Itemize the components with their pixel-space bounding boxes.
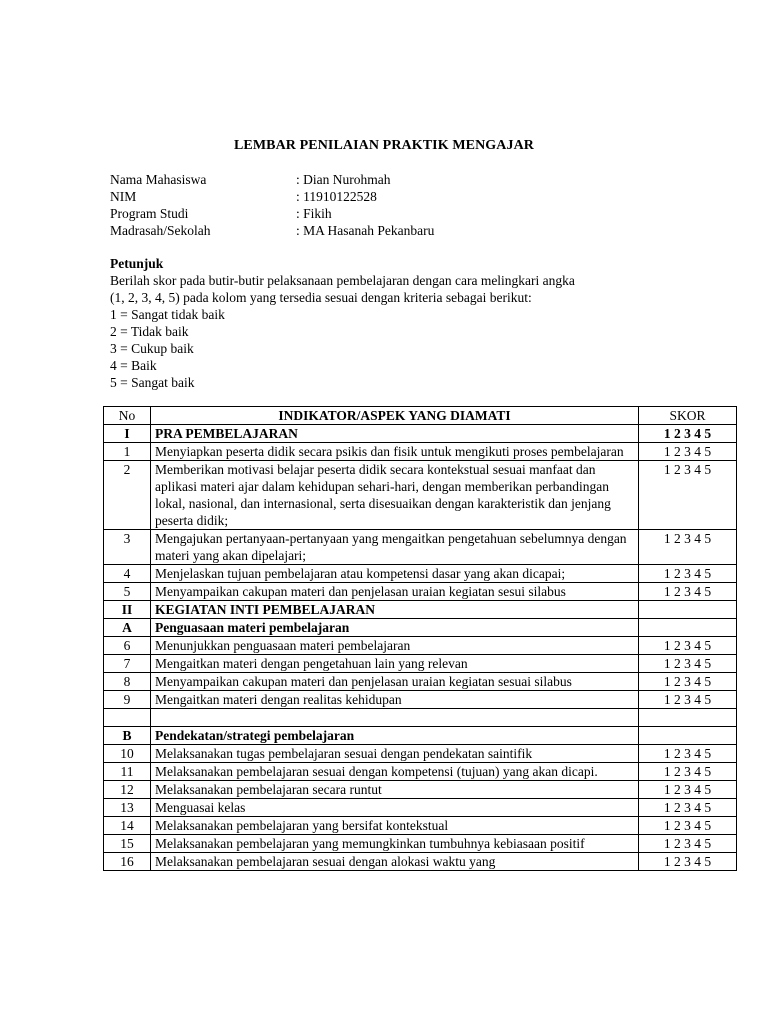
row-score: 1 2 3 4 5 <box>639 799 737 817</box>
row-number: 7 <box>104 655 151 673</box>
row-indicator: Menyampaikan cakupan materi dan penjelasan uraian kegiatan sesuai silabus <box>151 673 639 691</box>
row-indicator: Melaksanakan tugas pembelajaran sesuai dengan pendekatan saintifik <box>151 745 639 763</box>
table-row <box>104 619 737 637</box>
table-row <box>104 817 737 835</box>
instructions <box>110 255 670 391</box>
row-score <box>639 709 737 727</box>
table-row <box>104 530 737 565</box>
identity-label: NIM <box>110 189 137 204</box>
row-number: B <box>104 727 151 745</box>
table-header-row <box>104 407 737 425</box>
row-number: II <box>104 601 151 619</box>
table-row <box>104 583 737 601</box>
row-score <box>639 601 737 619</box>
row-number: 2 <box>104 461 151 530</box>
table-row <box>104 637 737 655</box>
row-number: 5 <box>104 583 151 601</box>
row-indicator: Pendekatan/strategi pembelajaran <box>151 727 639 745</box>
row-score <box>639 619 737 637</box>
row-indicator: Penguasaan materi pembelajaran <box>151 619 639 637</box>
row-score: 1 2 3 4 5 <box>639 763 737 781</box>
row-score: 1 2 3 4 5 <box>639 443 737 461</box>
row-indicator: Melaksanakan pembelajaran sesuai dengan alokasi waktu yang <box>151 853 639 871</box>
table-row <box>104 745 737 763</box>
student-identity <box>110 171 670 239</box>
row-score: 1 2 3 4 5 <box>639 565 737 583</box>
row-score: 1 2 3 4 5 <box>639 817 737 835</box>
row-score: 1 2 3 4 5 <box>639 637 737 655</box>
table-row <box>104 443 737 461</box>
identity-value: : 11910122528 <box>296 189 377 204</box>
row-number: A <box>104 619 151 637</box>
criteria-line: 5 = Sangat baik <box>110 375 195 390</box>
row-number: 9 <box>104 691 151 709</box>
row-number: 13 <box>104 799 151 817</box>
table-row <box>104 655 737 673</box>
row-indicator: Melaksanakan pembelajaran secara runtut <box>151 781 639 799</box>
instruction-line: (1, 2, 3, 4, 5) pada kolom yang tersedia sesuai dengan kriteria sebagai berikut: <box>110 290 532 305</box>
table-row <box>104 691 737 709</box>
row-number: 6 <box>104 637 151 655</box>
identity-row-nim <box>110 188 670 205</box>
table-row <box>104 673 737 691</box>
row-indicator <box>151 709 639 727</box>
table-row <box>104 425 737 443</box>
row-number: 8 <box>104 673 151 691</box>
table-row <box>104 781 737 799</box>
criteria-line: 1 = Sangat tidak baik <box>110 307 225 322</box>
table-row <box>104 853 737 871</box>
row-number: 3 <box>104 530 151 565</box>
identity-value: : Dian Nurohmah <box>296 172 391 187</box>
row-score: 1 2 3 4 5 <box>639 835 737 853</box>
identity-label: Madrasah/Sekolah <box>110 223 211 238</box>
row-number <box>104 709 151 727</box>
header-indicator: INDIKATOR/ASPEK YANG DIAMATI <box>151 407 639 425</box>
row-indicator: Menjelaskan tujuan pembelajaran atau kompetensi dasar yang akan dicapai; <box>151 565 639 583</box>
page-title: LEMBAR PENILAIAN PRAKTIK MENGAJAR <box>233 138 535 153</box>
row-number: 14 <box>104 817 151 835</box>
header-score: SKOR <box>639 407 737 425</box>
row-score: 1 2 3 4 5 <box>639 425 737 443</box>
identity-row-program <box>110 205 670 222</box>
table-row <box>104 835 737 853</box>
row-number: 1 <box>104 443 151 461</box>
identity-value: : Fikih <box>296 206 332 221</box>
row-indicator: Menguasai kelas <box>151 799 639 817</box>
row-indicator: Menyampaikan cakupan materi dan penjelasan uraian kegiatan sesui silabus <box>151 583 639 601</box>
row-score: 1 2 3 4 5 <box>639 673 737 691</box>
row-score: 1 2 3 4 5 <box>639 853 737 871</box>
table-row <box>104 799 737 817</box>
row-indicator: KEGIATAN INTI PEMBELAJARAN <box>151 601 639 619</box>
row-number: I <box>104 425 151 443</box>
row-indicator: Mengaitkan materi dengan realitas kehidupan <box>151 691 639 709</box>
identity-row-school <box>110 222 670 239</box>
row-indicator: Mengajukan pertanyaan-pertanyaan yang mengaitkan pengetahuan sebelumnya dengan materi yang akan dipelajari; <box>151 530 639 565</box>
header-no: No <box>104 407 151 425</box>
row-score: 1 2 3 4 5 <box>639 745 737 763</box>
row-indicator: PRA PEMBELAJARAN <box>151 425 639 443</box>
row-indicator: Mengaitkan materi dengan pengetahuan lain yang relevan <box>151 655 639 673</box>
row-score <box>639 727 737 745</box>
table-row <box>104 709 737 727</box>
row-number: 12 <box>104 781 151 799</box>
table-row <box>104 601 737 619</box>
row-number: 4 <box>104 565 151 583</box>
row-indicator: Melaksanakan pembelajaran yang memungkinkan tumbuhnya kebiasaan positif <box>151 835 639 853</box>
identity-label: Nama Mahasiswa <box>110 172 207 187</box>
row-indicator: Melaksanakan pembelajaran sesuai dengan kompetensi (tujuan) yang akan dicapi. <box>151 763 639 781</box>
row-number: 10 <box>104 745 151 763</box>
identity-row-name <box>110 171 670 188</box>
instruction-line: Berilah skor pada butir-butir pelaksanaan pembelajaran dengan cara melingkari angka <box>110 273 575 288</box>
table-row <box>104 727 737 745</box>
row-score: 1 2 3 4 5 <box>639 691 737 709</box>
assessment-table <box>103 406 737 871</box>
table-row <box>104 565 737 583</box>
row-indicator: Memberikan motivasi belajar peserta didik secara kontekstual sesuai manfaat dan aplikasi materi ajar dalam kehidupan sehari-hari, dengan memberikan perbandingan lokal, nasional, dan internasional, serta disesuaikan dengan karakteristik dan jenjang peserta didik; <box>151 461 639 530</box>
row-score: 1 2 3 4 5 <box>639 530 737 565</box>
criteria-line: 4 = Baik <box>110 358 157 373</box>
row-indicator: Melaksanakan pembelajaran yang bersifat kontekstual <box>151 817 639 835</box>
row-number: 11 <box>104 763 151 781</box>
table-row <box>104 763 737 781</box>
row-score: 1 2 3 4 5 <box>639 781 737 799</box>
row-score: 1 2 3 4 5 <box>639 655 737 673</box>
identity-label: Program Studi <box>110 206 189 221</box>
row-number: 16 <box>104 853 151 871</box>
table-body <box>104 425 737 871</box>
row-score: 1 2 3 4 5 <box>639 583 737 601</box>
criteria-line: 2 = Tidak baik <box>110 324 189 339</box>
row-indicator: Menunjukkan penguasaan materi pembelajaran <box>151 637 639 655</box>
instructions-heading: Petunjuk <box>110 256 164 271</box>
row-score: 1 2 3 4 5 <box>639 461 737 530</box>
identity-value: : MA Hasanah Pekanbaru <box>296 223 435 238</box>
table-row <box>104 461 737 530</box>
criteria-line: 3 = Cukup baik <box>110 341 194 356</box>
row-number: 15 <box>104 835 151 853</box>
row-indicator: Menyiapkan peserta didik secara psikis dan fisik untuk mengikuti proses pembelajaran <box>151 443 639 461</box>
